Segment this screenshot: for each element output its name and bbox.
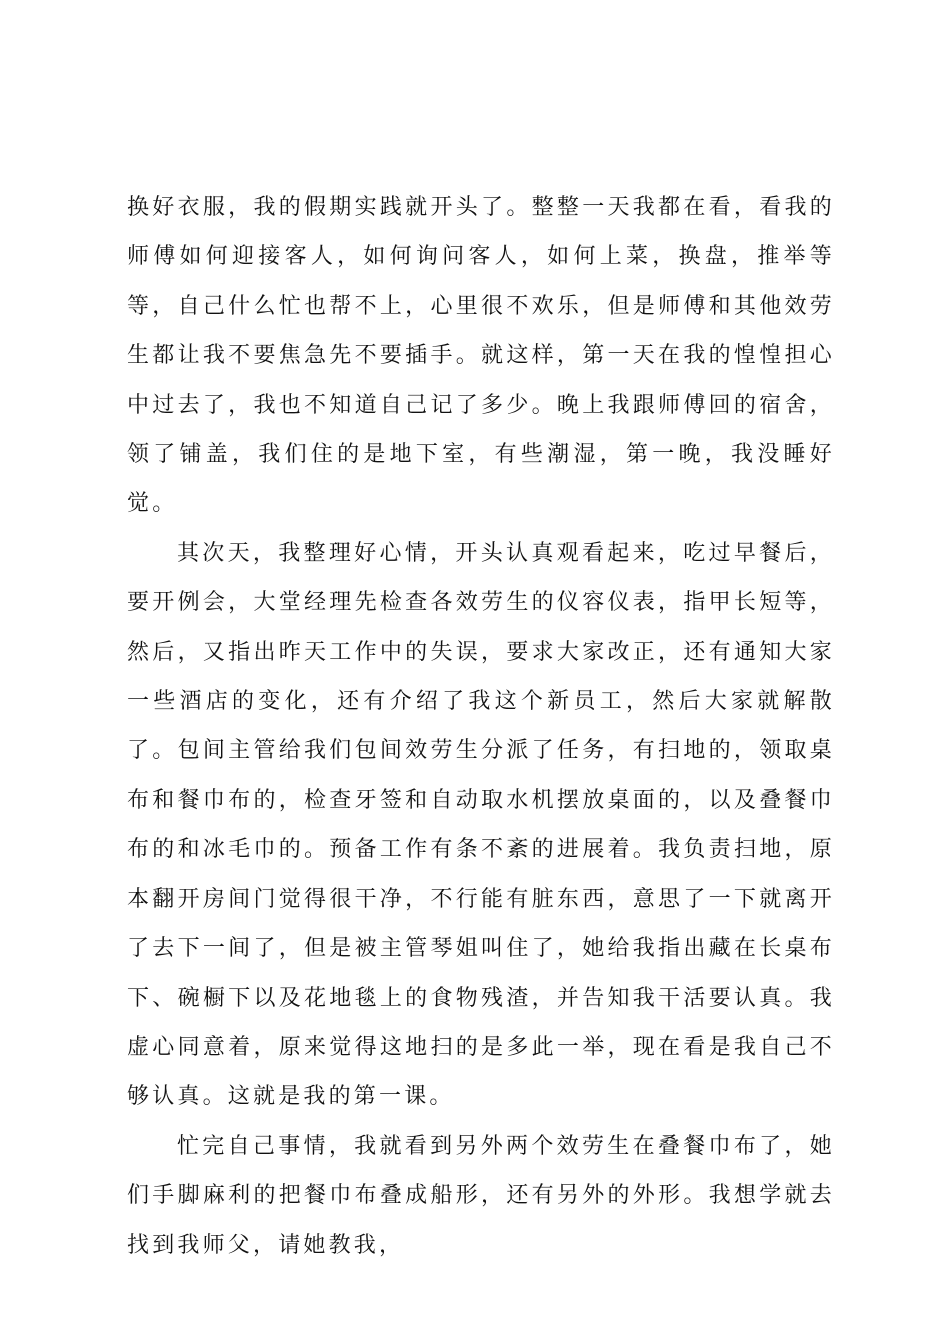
paragraph-2: 其次天，我整理好心情，开头认真观看起来，吃过早餐后，要开例会，大堂经理先检查各效劳生的仪容仪表，指甲长短等，然后，又指出昨天工作中的失误，要求大家改正，还有通知大家一些酒店的变化，还有介绍了我这个新员工，然后大家就解散了。包间主管给我们包间效劳生分派了任务，有扫地的，领取桌布和餐巾布的，检查牙签和自动取水机摆放桌面的，以及叠餐巾布的和冰毛巾的。预备工作有条不紊的进展着。我负责扫地，原本翻开房间门觉得很干净，不行能有脏东西，意思了一下就离开了去下一间了，但是被主管琴姐叫住了，她给我指出藏在长桌布下、碗橱下以及花地毯上的食物残渣，并告知我干活要认真。我虚心同意着，原来觉得这地扫的是多此一举，现在看是我自己不够认真。这就是我的第一课。: [127, 540, 835, 1110]
paragraph-1: 换好衣服，我的假期实践就开头了。整整一天我都在看，看我的师傅如何迎接客人，如何询问客人，如何上菜，换盘，推举等等，自己什么忙也帮不上，心里很不欢乐，但是师傅和其他效劳生都让我不要焦急先不要插手。就这样，第一天在我的惶惶担心中过去了，我也不知道自己记了多少。晚上我跟师傅回的宿舍，领了铺盖，我们住的是地下室，有些潮湿，第一晚，我没睡好觉。: [127, 195, 835, 517]
document-body: [127, 183, 835, 1270]
paragraph-3: 忙完自己事情，我就看到另外两个效劳生在叠餐巾布了，她们手脚麻利的把餐巾布叠成船形，还有另外的外形。我想学就去找到我师父，请她教我，: [127, 1133, 835, 1258]
